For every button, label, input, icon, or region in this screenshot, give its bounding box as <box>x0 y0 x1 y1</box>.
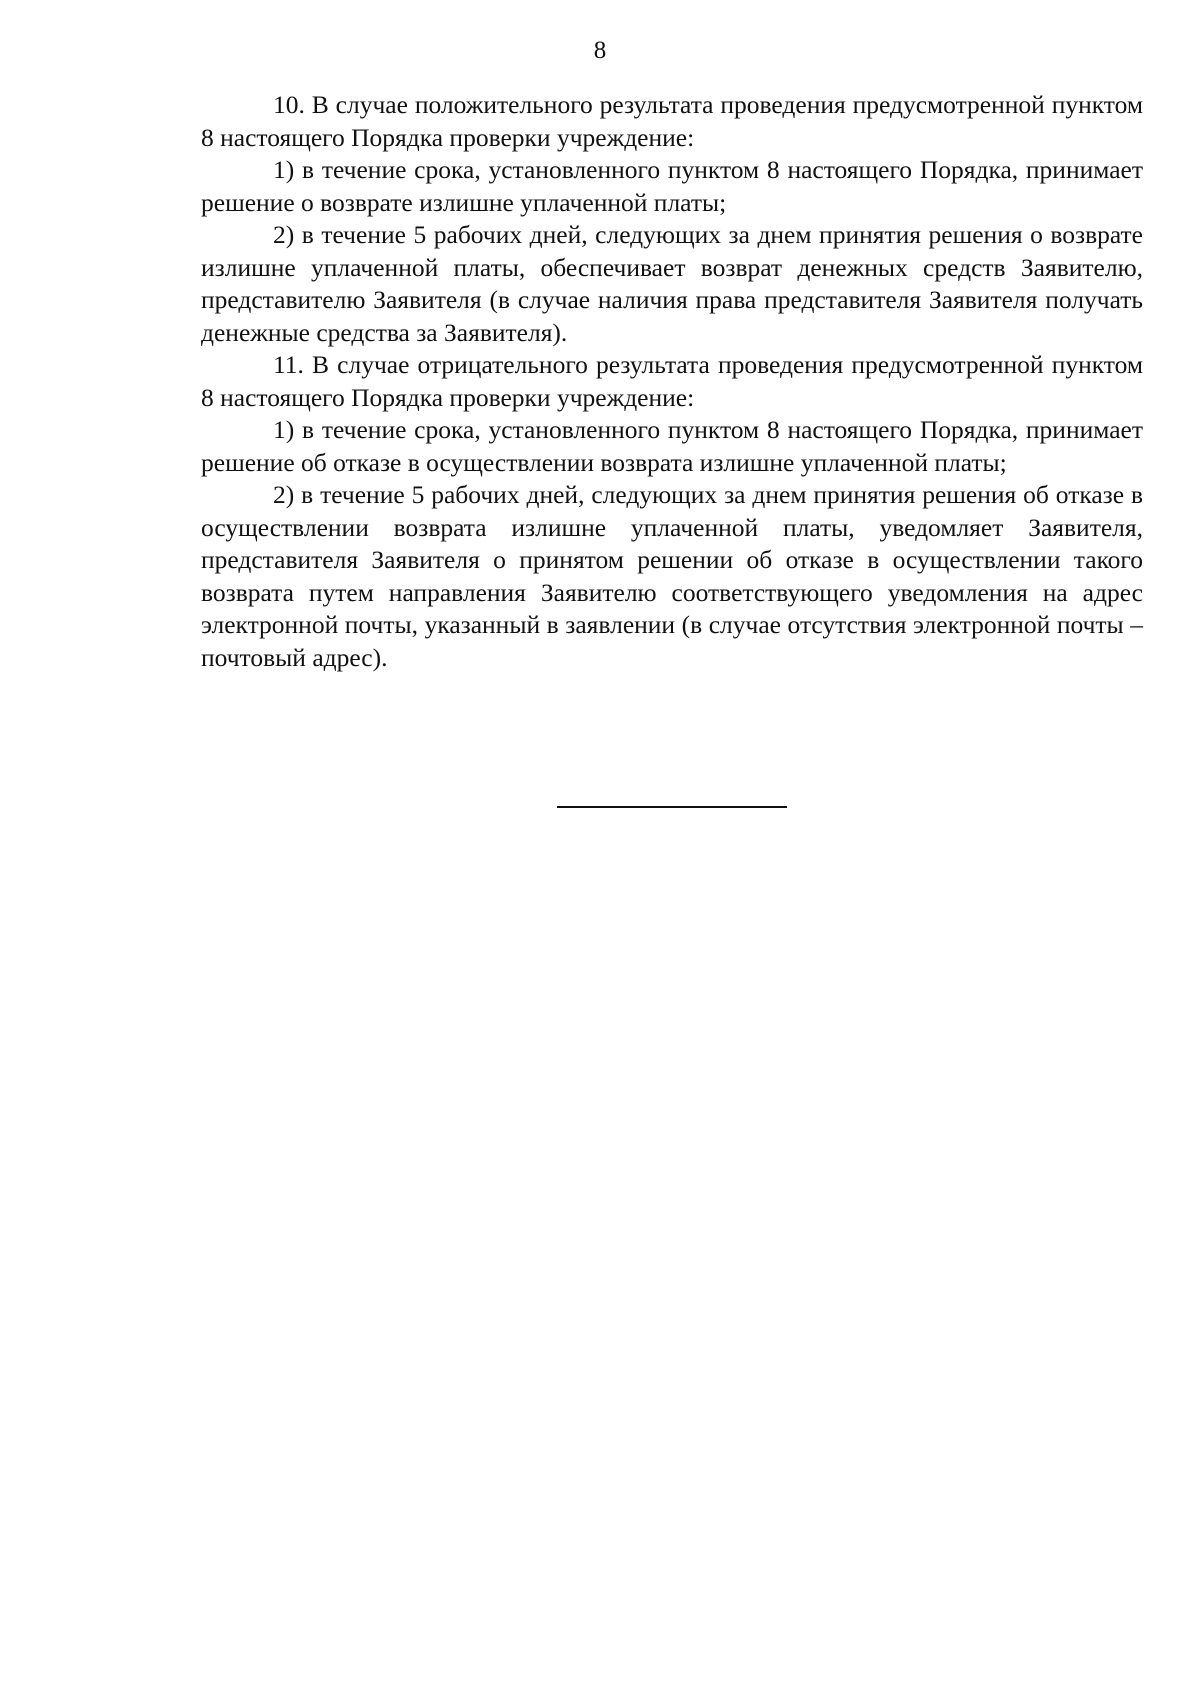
end-of-document-rule <box>557 806 787 808</box>
document-body <box>201 89 1143 674</box>
paragraph-11-item-2: 2) в течение 5 рабочих дней, следующих за днем принятия решения об отказе в осуществлении возврата излишне уплаченной платы, уведомляет Заявителя, представителя Заявителя о принятом решении об отказе в осуществлении такого возврата путем направления Заявителю соответствующего уведомления на адрес электронной почты, указанный в заявлении (в случае отсутствия электронной почты – почтовый адрес). <box>201 480 1143 672</box>
paragraph-10-item-2: 2) в течение 5 рабочих дней, следующих за днем принятия решения о возврате излишне уплаченной платы, обеспечивает возврат денежных средств Заявителю, представителю Заявителя (в случае наличия права представителя Заявителя получать денежные средства за Заявителя). <box>201 220 1143 347</box>
paragraph-10: 10. В случае положительного результата проведения предусмотренной пунктом 8 настоящего Порядка проверки учреждение: <box>201 90 1143 152</box>
paragraph-10-item-1: 1) в течение срока, установленного пунктом 8 настоящего Порядка, принимает решение о возврате излишне уплаченной платы; <box>201 155 1143 217</box>
page-number: 8 <box>593 37 607 64</box>
paragraph-11: 11. В случае отрицательного результата проведения предусмотренной пунктом 8 настоящего Порядка проверки учреждение: <box>201 350 1143 412</box>
paragraph-11-item-1: 1) в течение срока, установленного пунктом 8 настоящего Порядка, принимает решение об отказе в осуществлении возврата излишне уплаченной платы; <box>201 415 1143 477</box>
